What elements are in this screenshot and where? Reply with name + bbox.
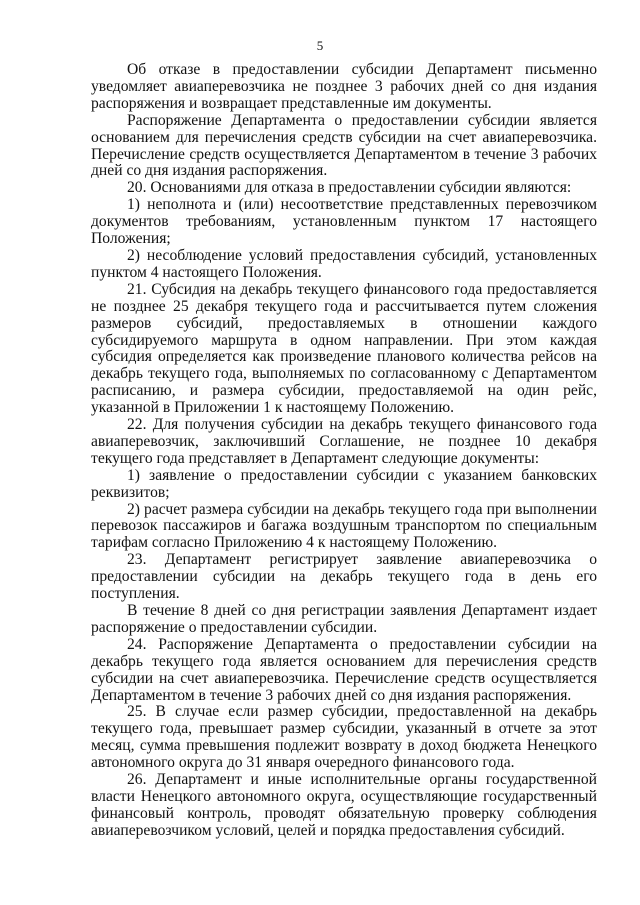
- paragraph-clause-20: 20. Основаниями для отказа в предоставлении субсидии являются:: [127, 179, 572, 197]
- paragraph-clause-24: 24. Распоряжение Департамента о предоставлении субсидии на декабрь текущего года является основанием для перечисления средств субсидии на счет авиаперевозчика. Перечисление средств осуществляется Департаментом в течение 3 рабочих дней со дня издания распоряжения.: [91, 635, 597, 704]
- paragraph-order-basis: Распоряжение Департамента о предоставлении субсидии является основанием для перечисления средств субсидии на счет авиаперевозчика. Перечисление средств осуществляется Департаментом в течение 3 рабочих дней со дня издания распоряжения.: [91, 111, 597, 180]
- paragraph-clause-22-item-2: 2) расчет размера субсидии на декабрь текущего года при выполнении перевозок пассажиров и багажа воздушным транспортом по специальным тарифам согласно Приложению 4 к настоящему Положению.: [91, 500, 597, 552]
- paragraph-clause-26: 26. Департамент и иные исполнительные органы государственной власти Ненецкого автономного округа, осуществляющие государственный финансовый контроль, проводят обязательную проверку соблюдения авиаперевозчиком условий, целей и порядка предоставления субсидий.: [91, 771, 597, 839]
- paragraph-clause-23-order: В течение 8 дней со дня регистрации заявления Департамент издает распоряжение о предоставлении субсидии.: [91, 602, 597, 636]
- page-number: 5: [316, 38, 324, 53]
- paragraph-refusal-notice: Об отказе в предоставлении субсидии Департамент письменно уведомляет авиаперевозчика не позднее 3 рабочих дней со дня издания распоряжения и возвращает представленные им документы.: [91, 61, 597, 112]
- paragraph-clause-23: 23. Департамент регистрирует заявление авиаперевозчика о предоставлении субсидии на декабрь текущего года в день его поступления.: [91, 551, 597, 603]
- paragraph-clause-22-item-1: 1) заявление о предоставлении субсидии с указанием банковских реквизитов;: [91, 466, 597, 501]
- paragraph-clause-21: 21. Субсидия на декабрь текущего финансового года предоставляется не позднее 25 декабря текущего года и рассчитывается путем сложения размеров субсидий, предоставляемых в отношении каждого субсидируемого маршрута в одном направлении. При этом каждая субсидия определяется как произведение планового количества рейсов на декабрь текущего года, выполняемых по согласованному с Департаментом расписанию, и размера субсидии, предоставляемой на один рейс, указанной в Приложении 1 к настоящему Положению.: [91, 280, 597, 417]
- paragraph-clause-20-item-2: 2) несоблюдение условий предоставления субсидий, установленных пунктом 4 настоящего Положения.: [91, 246, 597, 281]
- paragraph-clause-22: 22. Для получения субсидии на декабрь текущего финансового года авиаперевозчик, заключивший Соглашение, не позднее 10 декабря текущего года представляет в Департамент следующие документы:: [91, 416, 597, 467]
- paragraph-clause-20-item-1: 1) неполнота и (или) несоответствие представленных перевозчиком документов требованиям, установленным пунктом 17 настоящего Положения;: [91, 196, 597, 248]
- paragraph-clause-25: 25. В случае если размер субсидии, предоставленной на декабрь текущего года, превышает размер субсидии, указанный в отчете за этот месяц, сумма превышения подлежит возврату в доход бюджета Ненецкого автономного округа до 31 января очередного финансового года.: [91, 703, 597, 772]
- document-body: [91, 62, 597, 840]
